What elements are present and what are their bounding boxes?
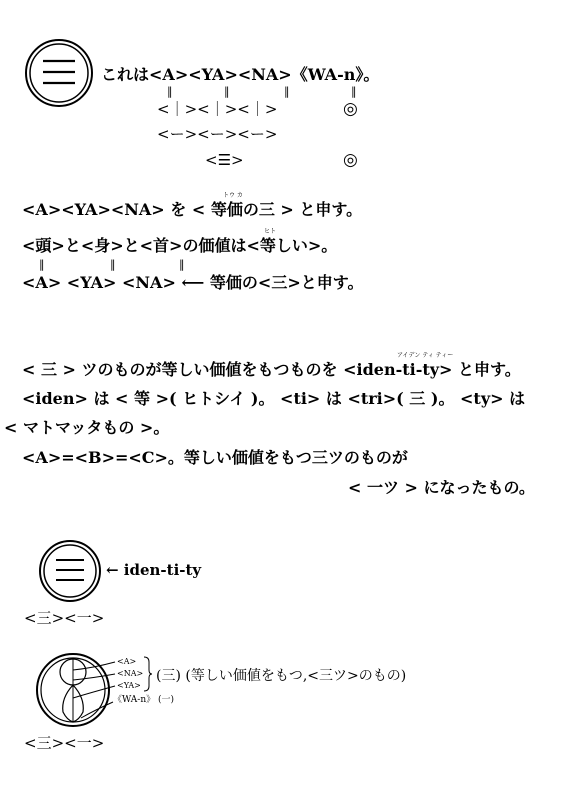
- ruby-hito: ヒト: [264, 228, 277, 235]
- intro-line-3: <ー><ー><ー>: [157, 125, 278, 143]
- equal-mark: ‖: [351, 85, 357, 98]
- paragraph-3-line-2: <iden> は < 等 >( ヒトシイ )。 <ti> は <tri>( 三 )。 <ty> は: [22, 389, 526, 408]
- paragraph-3-line-5: < 一ツ > になったもの。: [348, 478, 535, 497]
- equal-mark: ‖: [39, 258, 45, 271]
- ruby-toka: トウ カ: [223, 192, 243, 199]
- paragraph-2-line-1: <頭>と<身>と<首>の価値は<等しい>。: [22, 236, 338, 255]
- paragraph-3-line-4: <A>=<B>=<C>。等しい価値をもつ三ツのものが: [22, 448, 408, 467]
- ruby-identity: アイデン ティ ティー: [397, 352, 454, 359]
- three-lines-circle-icon: [38, 539, 102, 603]
- diagram-2-caption: <三><一>: [24, 734, 105, 752]
- three-lines-circle-icon: [24, 38, 94, 108]
- diagram-1-caption: <三><一>: [24, 609, 105, 627]
- paragraph-2-line-2: <A> <YA> <NA> ⟵ 等価の<三>と申す。: [22, 273, 364, 292]
- double-circle-bullet: ◎: [343, 150, 358, 170]
- identity-label: ← iden-ti-ty: [106, 561, 202, 579]
- double-circle-bullet: ◎: [343, 99, 358, 119]
- paragraph-3-line-3: < マトマッタもの >。: [4, 418, 170, 437]
- intro-line-1: これは<A><YA><NA>《WA-n》。: [101, 65, 380, 84]
- equal-mark: ‖: [167, 85, 173, 98]
- equal-mark: ‖: [284, 85, 290, 98]
- intro-line-4: <☰>: [205, 151, 244, 169]
- label-na: <NA>: [117, 669, 144, 678]
- composite-circle-icon: [33, 650, 113, 730]
- intro-line-2: <｜><｜><｜>: [157, 100, 278, 118]
- paragraph-3-line-1: < 三 > ツのものが等しい価値をもつものを <iden-ti-ty> と申す。: [22, 360, 521, 379]
- brace-icon: [143, 656, 153, 692]
- label-wan: 《WA-n》 (一): [113, 695, 175, 705]
- equal-mark: ‖: [179, 258, 185, 271]
- equal-mark: ‖: [110, 258, 116, 271]
- equal-mark: ‖: [224, 85, 230, 98]
- paragraph-1: <A><YA><NA> を < 等価の三 > と申す。: [22, 200, 363, 219]
- brace-description: (三) (等しい価値をもつ,<三ツ>のもの): [156, 668, 407, 684]
- label-ya: <YA>: [117, 681, 141, 690]
- label-a: <A>: [117, 657, 137, 666]
